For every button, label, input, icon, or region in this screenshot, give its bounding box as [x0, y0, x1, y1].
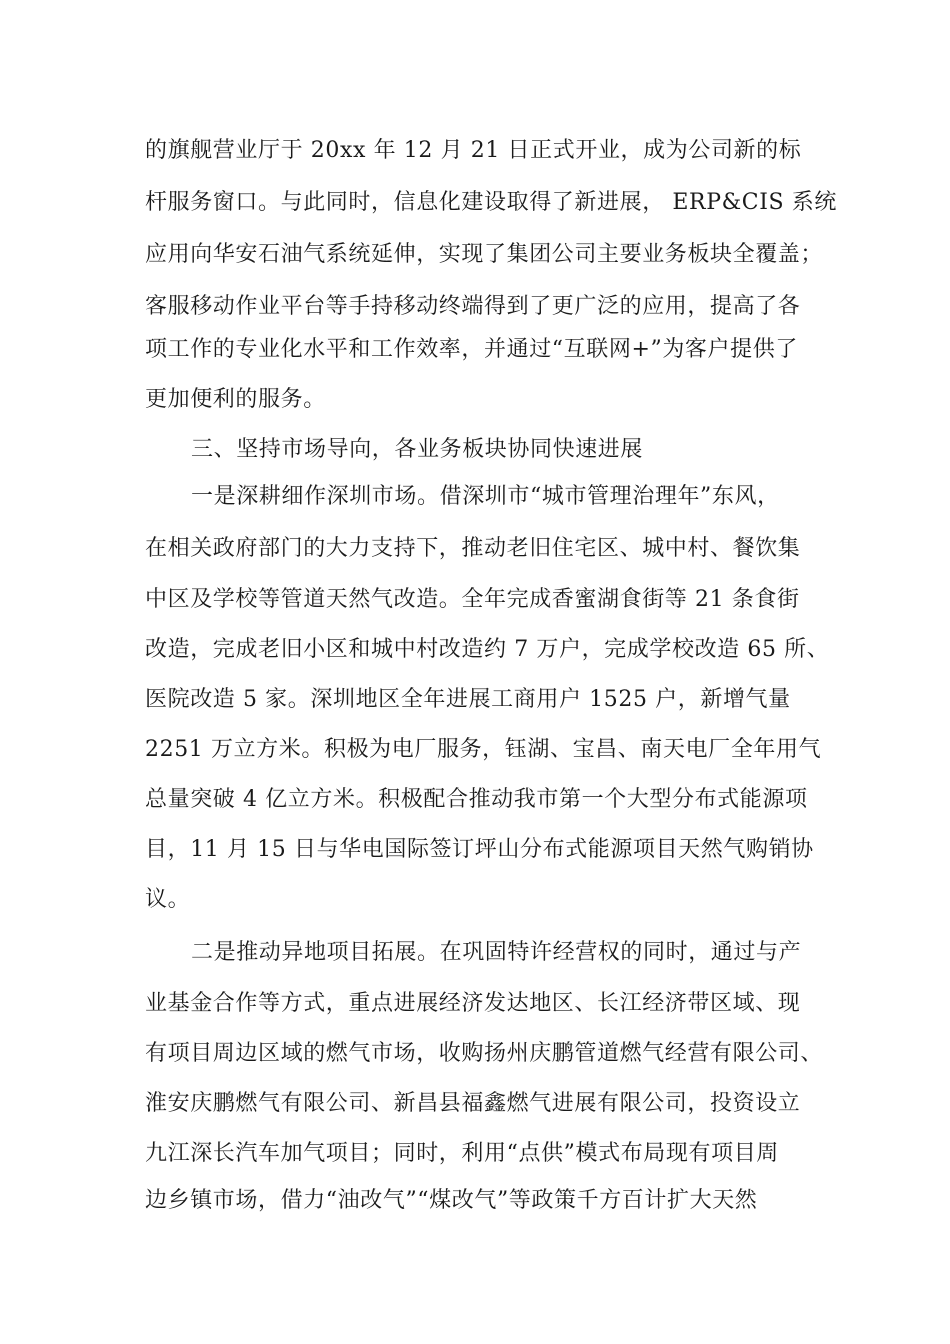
text-line: 一是深耕细作深圳市场。借深圳市“城市管理治理年”东风，: [191, 484, 780, 509]
text-line: 淮安庆鹏燃气有限公司、新昌县福鑫燃气进展有限公司，投资设立: [145, 1091, 801, 1116]
text-line: 九江深长汽车加气项目；同时，利用“点供”模式布局现有项目周: [145, 1141, 779, 1166]
text-line: 更加便利的服务。: [145, 387, 326, 412]
text-line: 客服移动作业平台等手持移动终端得到了更广泛的应用，提高了各: [145, 294, 801, 319]
text-line: 议。: [145, 887, 191, 912]
text-line: 业基金合作等方式，重点进展经济发达地区、长江经济带区域、现: [145, 991, 801, 1016]
text-line: 杆服务窗口。与此同时，信息化建设取得了新进展， ERP&CIS 系统: [145, 190, 837, 215]
text-line: 总量突破 4 亿立方米。积极配合推动我市第一个大型分布式能源项: [145, 787, 808, 812]
section-heading: 三、坚持市场导向，各业务板块协同快速进展: [191, 437, 644, 462]
text-line: 中区及学校等管道天然气改造。全年完成香蜜湖食街等 21 条食街: [145, 587, 800, 612]
text-line: 应用向华安石油气系统延伸，实现了集团公司主要业务板块全覆盖；: [145, 242, 824, 267]
text-line: 的旗舰营业厅于 20xx 年 12 月 21 日正式开业，成为公司新的标: [145, 138, 802, 163]
text-line: 边乡镇市场，借力“油改气”“煤改气”等政策千方百计扩大天然: [145, 1188, 758, 1213]
text-line: 目，11 月 15 日与华电国际签订坪山分布式能源项目天然气购销协: [145, 837, 814, 862]
text-line: 改造，完成老旧小区和城中村改造约 7 万户，完成学校改造 65 所、: [145, 637, 830, 662]
text-line: 在相关政府部门的大力支持下，推动老旧住宅区、城中村、餐饮集: [145, 536, 801, 561]
text-line: 有项目周边区域的燃气市场，收购扬州庆鹏管道燃气经营有限公司、: [145, 1041, 824, 1066]
text-line: 二是推动异地项目拓展。在巩固特许经营权的同时，通过与产: [191, 940, 802, 965]
text-line: 项工作的专业化水平和工作效率，并通过“互联网+”为客户提供了: [145, 337, 798, 362]
text-line: 医院改造 5 家。深圳地区全年进展工商用户 1525 户，新增气量: [145, 687, 791, 712]
text-line: 2251 万立方米。积极为电厂服务，钰湖、宝昌、南天电厂全年用气: [145, 737, 822, 762]
